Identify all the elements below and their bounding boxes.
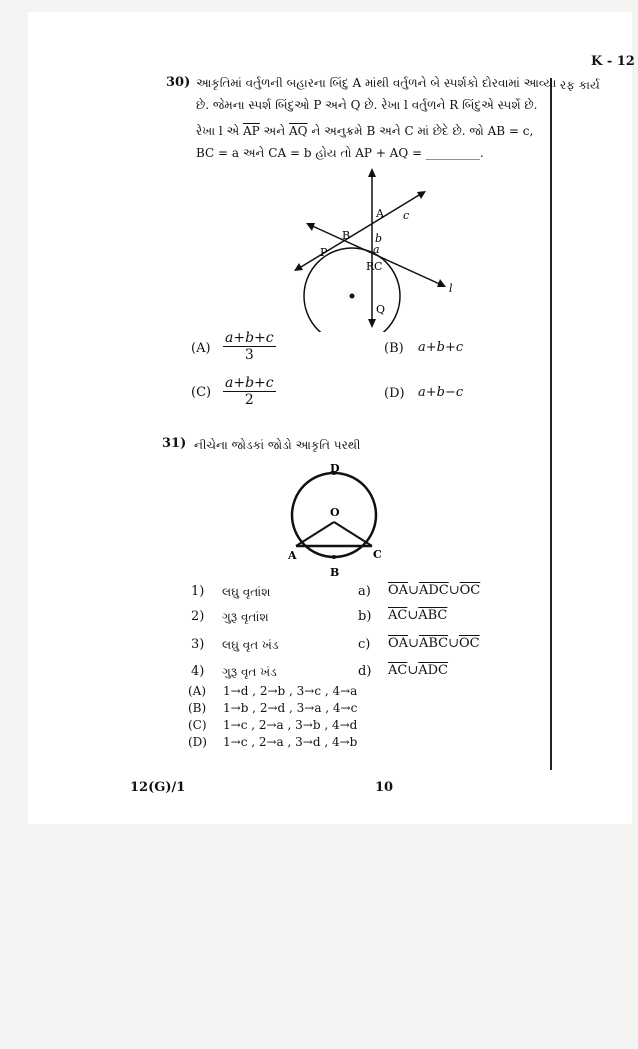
q31-number: 31) [162,436,187,451]
page-number: 10 [375,780,394,795]
q31-item-2-number: 2) [191,609,205,624]
q30-tangent-ap [296,192,424,270]
q31-answer-b-text[interactable]: 1→b , 2→d , 3→a , 4→c [223,701,358,715]
q31-item-3-text: લઘુ વૃત ખંડ [222,638,279,652]
q30-number: 30) [166,75,191,90]
q31-label-C: C [373,548,382,561]
q30-label-b: b [375,232,383,245]
q30-option-c-label[interactable]: (C) [191,385,212,400]
q31-match-c: $\overline{OA}\cup\overline{ABC}\cup\overline{OC}$ [388,636,480,651]
q30-tangent-figure [258,162,458,332]
q31-match-b: $\overline{AC}\cup\overline{ABC}$ [388,608,448,623]
q31-label-O: O [330,506,340,519]
q31-match-d-label: d) [358,664,372,679]
q31-item-3-number: 3) [191,637,205,652]
q30-label-c: c [403,209,410,222]
q31-answer-d-text[interactable]: 1→c , 2→a , 3→d , 4→b [223,735,358,749]
q30-label-R: R [366,260,375,273]
q31-item-1-text: લઘુ વૃતાંશ [222,585,271,599]
q30-option-c-value[interactable]: $\frac{a+b+c}{2}$ [225,375,274,408]
q30-option-a-label[interactable]: (A) [191,341,211,356]
q30-label-B: B [342,229,351,242]
q30-line2: છે. જેમના સ્પર્શ બિંદુઓ P અને Q છે. રેખા l વર્તુળને R બિંદુએ સ્પર્શે છે. [196,98,538,112]
q31-item-4-text: ગુરૂ વૃત ખંડ [222,665,277,679]
q31-match-a-label: a) [358,584,371,599]
q31-item-1-number: 1) [191,584,205,599]
exam-page [28,12,635,824]
q31-match-b-label: b) [358,609,372,624]
q31-text: નીચેના જોડકાં જોડો આકૃતિ પરથી [194,438,361,452]
q30-option-d-value[interactable]: a+b−c [418,385,464,400]
q31-item-4-number: 4) [191,664,205,679]
q30-label-a: a [373,243,380,256]
q31-answer-a-label[interactable]: (A) [188,684,207,698]
q31-answer-d-label[interactable]: (D) [188,735,207,749]
q30-label-Q: Q [376,303,386,316]
q31-label-D: D [330,462,340,475]
q30-label-l: l [449,282,453,295]
q30-label-A: A [376,207,384,220]
q30-line3: રેખા l એ $\overline{AP}$ અને $\overline{AQ}$ ને અનુક્રમે B અને C માં છેદે છે. જો AB = c, [196,124,534,138]
q30-option-b-label[interactable]: (B) [384,341,404,356]
q30-label-C: C [374,260,383,273]
q31-answer-c-text[interactable]: 1→c , 2→a , 3→b , 4→d [223,718,358,732]
q31-answer-a-text[interactable]: 1→d , 2→b , 3→c , 4→a [223,684,358,698]
q31-circle-figure [284,460,384,580]
q31-item-2-text: ગુરૂ વૃતાંશ [222,610,269,624]
q30-label-P: P [320,246,328,259]
q31-match-a: $\overline{OA}\cup\overline{ADC}\cup\overline{OC}$ [388,583,481,598]
q30-option-b-value[interactable]: a+b+c [418,340,464,355]
q31-radius-oc [334,522,372,546]
q31-answer-c-label[interactable]: (C) [188,718,207,732]
q31-label-A: A [288,549,297,562]
q31-match-d: $\overline{AC}\cup\overline{ADC}$ [388,663,449,678]
q31-radius-oa [296,522,334,546]
rough-work-label: રફ કાર્ય [560,78,600,92]
paper-code: K - 12 [591,54,635,69]
q31-answer-b-label[interactable]: (B) [188,701,207,715]
q30-option-a-value[interactable]: $\frac{a+b+c}{3}$ [225,330,274,363]
q30-circle [304,248,400,332]
q30-line1: આકૃતિમાં વર્તુળની બહારના બિંદુ A માંથી વર્તુળને બે સ્પર્શકો દોરવામાં આવ્યા [196,76,557,90]
q31-label-B: B [330,566,340,579]
footer-code: 12(G)/1 [130,780,186,795]
q30-line4: BC = a અને CA = b હોય તો AP + AQ = _________. [196,146,484,160]
q30-option-d-label[interactable]: (D) [384,386,405,401]
q30-center-dot [350,294,355,299]
rough-work-divider [550,78,552,770]
q31-match-c-label: c) [358,637,371,652]
